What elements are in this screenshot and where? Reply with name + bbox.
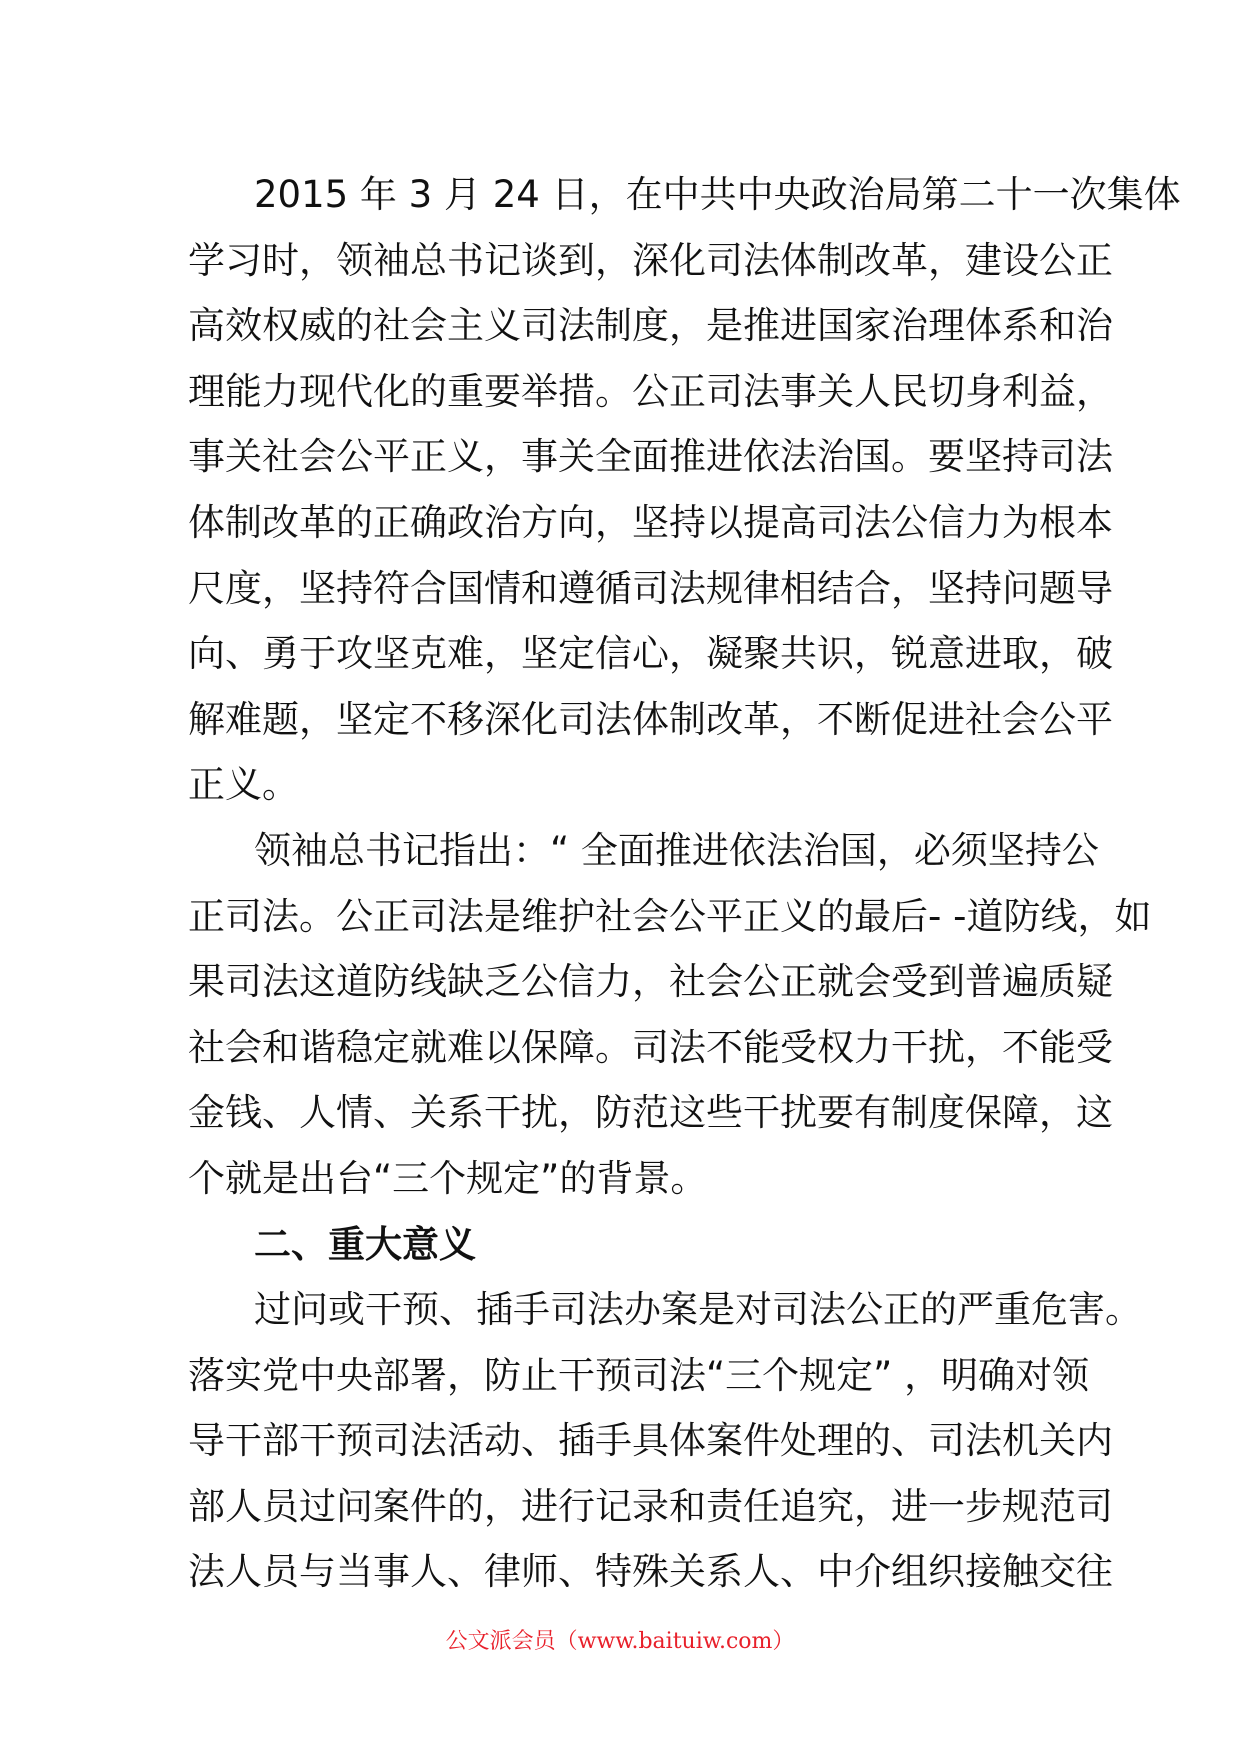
paragraph-1-line-1: 2015 年 3 月 24 日，在中共中央政治局第二十一次集体 xyxy=(254,173,1181,216)
paragraph-2-line-5: 金钱、人情、关系干扰，防范这些干扰要有制度保障，这 xyxy=(188,1091,1113,1135)
section-heading: 二、重大意义 xyxy=(254,1222,476,1266)
paragraph-3-line-2: 落实党中央部署，防止干预司法“三个规定” ，明确对领 xyxy=(188,1353,1090,1397)
paragraph-1-line-8: 向、勇于攻坚克难，坚定信心，凝聚共识，锐意进取，破 xyxy=(188,632,1113,676)
paragraph-2-line-1: 领袖总书记指出：“ 全面推进依法治国，必须坚持公 xyxy=(254,828,1099,872)
paragraph-2-line-3: 果司法这道防线缺乏公信力，社会公正就会受到普遍质疑 xyxy=(188,960,1113,1004)
paragraph-1-line-10: 正义。 xyxy=(188,763,299,807)
paragraph-1-line-2: 学习时，领袖总书记谈到，深化司法体制改革，建设公正 xyxy=(188,238,1113,282)
paragraph-3-line-3: 导干部干预司法活动、插手具体案件处理的、司法机关内 xyxy=(188,1419,1113,1463)
paragraph-1-line-5: 事关社会公平正义，事关全面推进依法治国。要坚持司法 xyxy=(188,435,1113,479)
paragraph-2-line-4: 社会和谐稳定就难以保障。司法不能受权力干扰，不能受 xyxy=(188,1025,1113,1069)
footer-watermark: 公文派会员（www.baituiw.com） xyxy=(445,1629,795,1654)
paragraph-3-line-5: 法人员与当事人、律师、特殊关系人、中介组织接触交往 xyxy=(188,1550,1113,1594)
paragraph-1-line-9: 解难题，坚定不移深化司法体制改革，不断促进社会公平 xyxy=(188,697,1113,741)
paragraph-1-line-6: 体制改革的正确政治方向，坚持以提高司法公信力为根本 xyxy=(188,500,1113,544)
paragraph-1-line-3: 高效权威的社会主义司法制度，是推进国家治理体系和治 xyxy=(188,304,1113,348)
paragraph-1-line-4: 理能力现代化的重要举措。公正司法事关人民切身利益， xyxy=(188,369,1113,413)
paragraph-3-line-1: 过问或干预、插手司法办案是对司法公正的严重危害。 xyxy=(254,1288,1142,1332)
paragraph-2-line-2: 正司法。公正司法是维护社会公平正义的最后- -道防线，如 xyxy=(188,894,1152,938)
paragraph-2-line-6: 个就是出台“三个规定”的背景。 xyxy=(188,1156,708,1200)
paragraph-1-line-7: 尺度，坚持符合国情和遵循司法规律相结合，坚持问题导 xyxy=(188,566,1113,610)
paragraph-3-line-4: 部人员过问案件的，进行记录和责任追究，进一步规范司 xyxy=(188,1484,1113,1528)
document-body xyxy=(188,162,1181,1605)
